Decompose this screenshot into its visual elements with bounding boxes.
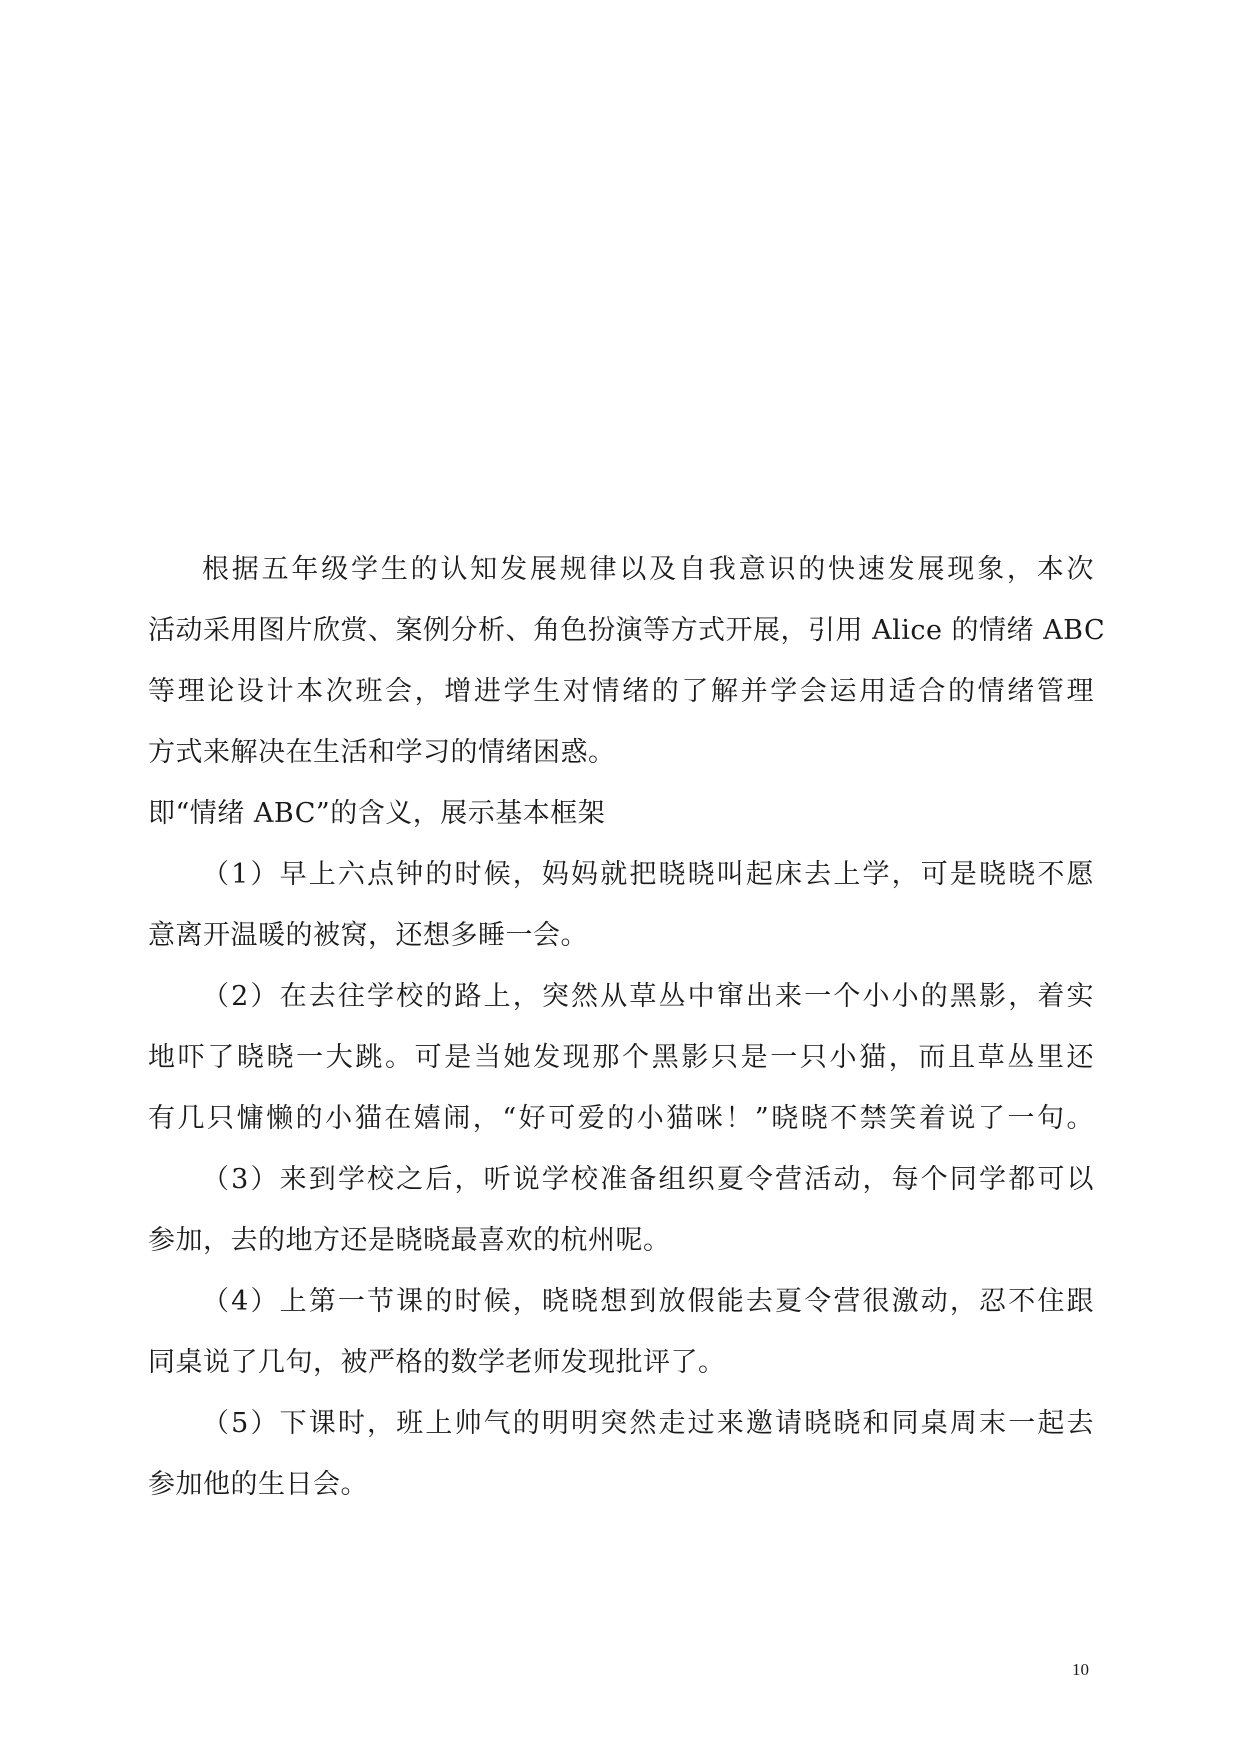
text-line: 方式来解决在生活和学习的情绪困惑。 xyxy=(148,737,616,768)
text-line: 地吓了晓晓一大跳。可是当她发现那个黑影只是一只小猫，而且草丛里还 xyxy=(148,1042,1094,1073)
text-line: （5）下课时，班上帅气的明明突然走过来邀请晓晓和同桌周末一起去 xyxy=(202,1408,1094,1439)
text-line: （1）早上六点钟的时候，妈妈就把晓晓叫起床去上学，可是晓晓不愿 xyxy=(202,859,1094,890)
text-line: 等理论设计本次班会，增进学生对情绪的了解并学会运用适合的情绪管理 xyxy=(148,676,1094,707)
text-line: 活动采用图片欣赏、案例分析、角色扮演等方式开展，引用 Alice 的情绪 ABC xyxy=(148,615,1106,646)
text-line: 意离开温暖的被窝，还想多睡一会。 xyxy=(148,920,588,951)
text-line: 即“情绪 ABC”的含义，展示基本框架 xyxy=(148,798,606,829)
text-line: （3）来到学校之后，听说学校准备组织夏令营活动，每个同学都可以 xyxy=(202,1164,1094,1195)
text-line: 同桌说了几句，被严格的数学老师发现批评了。 xyxy=(148,1347,726,1378)
text-line: 参加，去的地方还是晓晓最喜欢的杭州呢。 xyxy=(148,1225,671,1256)
text-line: 参加他的生日会。 xyxy=(148,1469,368,1500)
text-line: （4）上第一节课的时候，晓晓想到放假能去夏令营很激动，忍不住跟 xyxy=(202,1286,1094,1317)
text-line: （2）在去往学校的路上，突然从草丛中窜出来一个小小的黑影，着实 xyxy=(202,981,1094,1012)
page-number: 10 xyxy=(1072,1660,1089,1679)
text-line: 有几只慵懒的小猫在嬉闹，“好可爱的小猫咪！”晓晓不禁笑着说了一句。 xyxy=(148,1103,1094,1134)
text-line: 根据五年级学生的认知发展规律以及自我意识的快速发展现象，本次 xyxy=(202,554,1094,585)
